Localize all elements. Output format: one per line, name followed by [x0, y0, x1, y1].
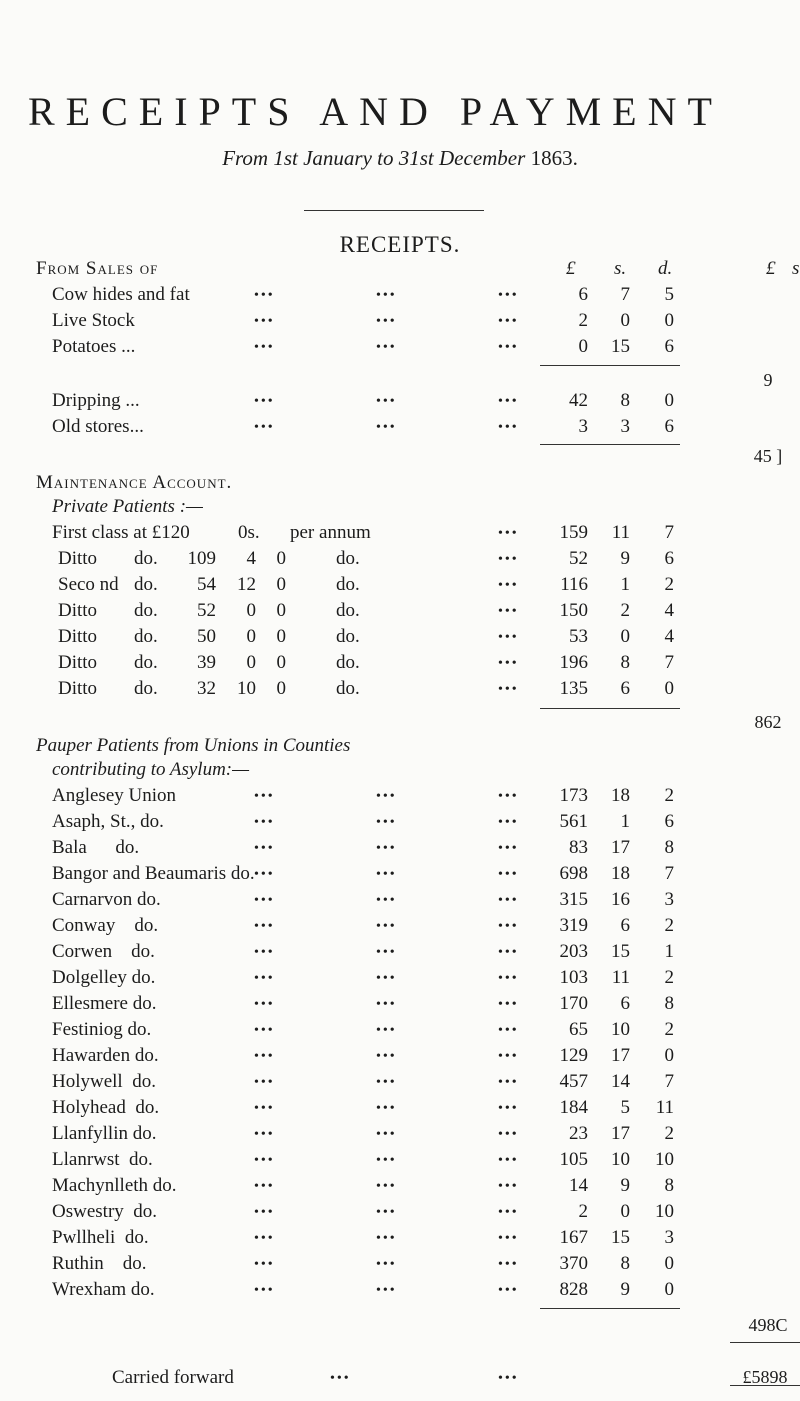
- carried-forward-dots: •••: [330, 1371, 351, 1386]
- leader-dots: •••: [498, 314, 519, 329]
- leader-dots: •••: [376, 815, 397, 830]
- sales-item-shillings: 15: [611, 336, 630, 357]
- union-pounds: 561: [559, 811, 588, 832]
- leader-dots: •••: [498, 1179, 519, 1194]
- sales-item-pounds: 6: [578, 284, 588, 305]
- union-label: Oswestry do.: [52, 1201, 158, 1222]
- union-label: Pwllheli do.: [52, 1227, 149, 1248]
- leader-dots: •••: [254, 288, 275, 303]
- leader-dots: •••: [376, 867, 397, 882]
- sum-rule: [540, 708, 680, 709]
- sales-item-pence: 5: [664, 284, 674, 305]
- private-class-pence: 4: [664, 626, 674, 647]
- private-class-shillings: 11: [611, 522, 630, 543]
- private-class-label: Ditto: [58, 626, 98, 647]
- leader-dots: •••: [254, 1257, 275, 1272]
- union-pounds: 184: [559, 1097, 588, 1118]
- private-class-label: Ditto: [58, 600, 98, 621]
- sales-subtotal-2: 45 ]: [753, 446, 783, 466]
- sales-item-pence: 6: [664, 336, 674, 357]
- union-label: Wrexham do.: [52, 1279, 155, 1300]
- union-pence: 0: [664, 1279, 674, 1300]
- union-shillings: 15: [611, 1227, 630, 1248]
- union-label: Festiniog do.: [52, 1019, 152, 1040]
- leader-dots: •••: [498, 971, 519, 986]
- leader-dots: •••: [376, 841, 397, 856]
- union-shillings: 10: [611, 1019, 630, 1040]
- leader-dots: •••: [498, 630, 519, 645]
- leader-dots: •••: [376, 893, 397, 908]
- col-total-cut-header: s: [792, 258, 800, 279]
- union-shillings: 9: [620, 1175, 630, 1196]
- private-class-do: do.: [134, 626, 158, 647]
- leader-dots: •••: [498, 578, 519, 593]
- leader-dots: •••: [254, 420, 275, 435]
- leader-dots: •••: [498, 604, 519, 619]
- leader-dots: •••: [254, 1127, 275, 1142]
- leader-dots: •••: [376, 789, 397, 804]
- leader-dots: •••: [376, 340, 397, 355]
- union-pounds: 14: [569, 1175, 588, 1196]
- union-pence: 8: [664, 1175, 674, 1196]
- union-label: Llanrwst do.: [52, 1149, 153, 1170]
- private-class-amount: 39: [197, 652, 216, 673]
- union-pounds: 167: [559, 1227, 588, 1248]
- sum-rule: [730, 1342, 800, 1343]
- leader-dots: •••: [376, 394, 397, 409]
- union-pence: 1: [664, 941, 674, 962]
- union-pounds: 315: [559, 889, 588, 910]
- sales-item-pounds: 3: [578, 416, 588, 437]
- leader-dots: •••: [498, 789, 519, 804]
- union-label: Asaph, St., do.: [52, 811, 164, 832]
- leader-dots: •••: [254, 1023, 275, 1038]
- leader-dots: •••: [376, 919, 397, 934]
- union-pounds: 170: [559, 993, 588, 1014]
- union-pounds: 105: [559, 1149, 588, 1170]
- union-pence: 11: [655, 1097, 674, 1118]
- leader-dots: •••: [498, 420, 519, 435]
- union-label: Bala do.: [52, 837, 140, 858]
- leader-dots: •••: [376, 1023, 397, 1038]
- leader-dots: •••: [376, 1231, 397, 1246]
- union-pence: 2: [664, 1019, 674, 1040]
- leader-dots: •••: [376, 1257, 397, 1272]
- leader-dots: •••: [376, 1127, 397, 1142]
- private-class-label: Ditto: [58, 548, 98, 569]
- leader-dots: •••: [254, 997, 275, 1012]
- private-class-pence: 0: [276, 626, 286, 647]
- col-pounds-header: £: [566, 258, 576, 279]
- leader-dots: •••: [498, 815, 519, 830]
- leader-dots: •••: [376, 420, 397, 435]
- leader-dots: •••: [498, 1075, 519, 1090]
- col-pence-header: d.: [658, 258, 673, 279]
- leader-dots: •••: [498, 1231, 519, 1246]
- union-shillings: 17: [611, 837, 630, 858]
- sales-item-label: Potatoes ...: [52, 336, 136, 357]
- pauper-heading: Pauper Patients from Unions in Counties: [36, 735, 351, 756]
- private-class-pounds: 52: [569, 548, 588, 569]
- sales-item-shillings: 7: [620, 284, 630, 305]
- private-class-shillings: 12: [237, 574, 256, 595]
- leader-dots: •••: [254, 789, 275, 804]
- private-class-per: do.: [336, 678, 360, 699]
- private-class-do: do.: [134, 678, 158, 699]
- private-patients-subheading: Private Patients :—: [52, 496, 203, 517]
- union-label: Conway do.: [52, 915, 159, 936]
- private-class-pounds: 159: [559, 522, 588, 543]
- carried-forward-dots: •••: [498, 1371, 519, 1386]
- private-class-shillings: 4: [246, 548, 256, 569]
- sales-item-shillings: 8: [620, 390, 630, 411]
- leader-dots: •••: [498, 340, 519, 355]
- union-label: Carnarvon do.: [52, 889, 161, 910]
- leader-dots: •••: [254, 945, 275, 960]
- leader-dots: •••: [376, 314, 397, 329]
- leader-dots: •••: [254, 1049, 275, 1064]
- leader-dots: •••: [376, 1049, 397, 1064]
- leader-dots: •••: [498, 656, 519, 671]
- union-shillings: 18: [611, 863, 630, 884]
- sales-item-pounds: 42: [569, 390, 588, 411]
- sales-item-label: Old stores...: [52, 416, 144, 437]
- private-class-pence: 0: [276, 574, 286, 595]
- private-class-do: do.: [134, 652, 158, 673]
- union-pounds: 698: [559, 863, 588, 884]
- private-class-period: per annum: [290, 522, 371, 543]
- leader-dots: •••: [498, 288, 519, 303]
- leader-dots: •••: [498, 552, 519, 567]
- private-class-do: do.: [134, 600, 158, 621]
- union-pence: 2: [664, 1123, 674, 1144]
- union-label: Holywell do.: [52, 1071, 156, 1092]
- union-shillings: 10: [611, 1149, 630, 1170]
- leader-dots: •••: [498, 945, 519, 960]
- private-class-pounds: 53: [569, 626, 588, 647]
- private-class-do: do.: [134, 548, 158, 569]
- sales-item-pence: 0: [664, 390, 674, 411]
- union-label: Hawarden do.: [52, 1045, 159, 1066]
- union-pounds: 23: [569, 1123, 588, 1144]
- private-class-label: Seco nd: [58, 574, 119, 595]
- private-class-pounds: 150: [559, 600, 588, 621]
- leader-dots: •••: [376, 1153, 397, 1168]
- union-shillings: 14: [611, 1071, 630, 1092]
- union-pence: 2: [664, 785, 674, 806]
- leader-dots: •••: [376, 945, 397, 960]
- private-class-pence: 0: [276, 652, 286, 673]
- col-total-pounds-header: £: [766, 258, 776, 279]
- private-class-amount: 50: [197, 626, 216, 647]
- union-pounds: 129: [559, 1045, 588, 1066]
- union-label: Ruthin do.: [52, 1253, 147, 1274]
- leader-dots: •••: [498, 1205, 519, 1220]
- leader-dots: •••: [254, 815, 275, 830]
- sales-item-label: Live Stock: [52, 310, 135, 331]
- private-class-pence: 7: [664, 652, 674, 673]
- leader-dots: •••: [498, 1153, 519, 1168]
- sum-rule: [540, 365, 680, 366]
- carried-forward-label: Carried forward: [112, 1367, 234, 1388]
- union-pence: 6: [664, 811, 674, 832]
- leader-dots: •••: [498, 867, 519, 882]
- leader-dots: •••: [498, 394, 519, 409]
- union-pence: 0: [664, 1045, 674, 1066]
- private-class-pence: 6: [664, 548, 674, 569]
- private-class-shillings: 0: [620, 626, 630, 647]
- union-label: Machynlleth do.: [52, 1175, 177, 1196]
- private-class-shillings: 10: [237, 678, 256, 699]
- sales-item-pence: 6: [664, 416, 674, 437]
- union-pence: 8: [664, 993, 674, 1014]
- leader-dots: •••: [254, 1075, 275, 1090]
- leader-dots: •••: [376, 971, 397, 986]
- union-shillings: 17: [611, 1123, 630, 1144]
- union-shillings: 18: [611, 785, 630, 806]
- union-label: Corwen do.: [52, 941, 155, 962]
- private-class-shillings: 6: [620, 678, 630, 699]
- private-class-pounds: 196: [559, 652, 588, 673]
- union-label: Llanfyllin do.: [52, 1123, 157, 1144]
- leader-dots: •••: [254, 340, 275, 355]
- col-shillings-header: s.: [614, 258, 627, 279]
- leader-dots: •••: [498, 1049, 519, 1064]
- leader-dots: •••: [498, 1101, 519, 1116]
- leader-dots: •••: [498, 682, 519, 697]
- union-pounds: 828: [559, 1279, 588, 1300]
- leader-dots: •••: [254, 1179, 275, 1194]
- private-class-pence: 0: [664, 678, 674, 699]
- leader-dots: •••: [376, 1283, 397, 1298]
- leader-dots: •••: [254, 1205, 275, 1220]
- private-class-shillings: 0: [246, 626, 256, 647]
- private-class-shillings: 8: [620, 652, 630, 673]
- private-class-shillings: 9: [620, 548, 630, 569]
- leader-dots: •••: [498, 1023, 519, 1038]
- union-pence: 2: [664, 915, 674, 936]
- private-class-per: do.: [336, 548, 360, 569]
- leader-dots: •••: [254, 394, 275, 409]
- union-shillings: 6: [620, 993, 630, 1014]
- union-shillings: 1: [620, 811, 630, 832]
- private-class-pounds: 135: [559, 678, 588, 699]
- leader-dots: •••: [254, 1231, 275, 1246]
- union-pounds: 65: [569, 1019, 588, 1040]
- sales-item-label: Cow hides and fat: [52, 284, 190, 305]
- sales-item-shillings: 0: [620, 310, 630, 331]
- union-pence: 3: [664, 889, 674, 910]
- leader-dots: •••: [376, 288, 397, 303]
- private-class-shillings: 1: [620, 574, 630, 595]
- union-pence: 2: [664, 967, 674, 988]
- heading-rule: [304, 210, 484, 211]
- sum-rule: [540, 1308, 680, 1309]
- leader-dots: •••: [498, 526, 519, 541]
- union-shillings: 15: [611, 941, 630, 962]
- leader-dots: •••: [498, 841, 519, 856]
- private-class-pounds: 116: [560, 574, 588, 595]
- private-class-label: Ditto: [58, 652, 98, 673]
- union-pence: 0: [664, 1253, 674, 1274]
- leader-dots: •••: [254, 1283, 275, 1298]
- leader-dots: •••: [254, 867, 275, 882]
- maintenance-subtotal: 862: [754, 712, 782, 732]
- leader-dots: •••: [254, 893, 275, 908]
- private-class-amount: 54: [197, 574, 216, 595]
- sales-item-pounds: 0: [578, 336, 588, 357]
- private-class-pence: 4: [664, 600, 674, 621]
- leader-dots: •••: [254, 841, 275, 856]
- union-shillings: 0: [620, 1201, 630, 1222]
- union-shillings: 11: [611, 967, 630, 988]
- private-class-amount: 32: [197, 678, 216, 699]
- union-label: Ellesmere do.: [52, 993, 157, 1014]
- union-pounds: 319: [559, 915, 588, 936]
- sales-item-pounds: 2: [578, 310, 588, 331]
- leader-dots: •••: [254, 971, 275, 986]
- union-pence: 10: [655, 1149, 674, 1170]
- leader-dots: •••: [254, 1153, 275, 1168]
- sales-item-label: Dripping ...: [52, 390, 140, 411]
- leader-dots: •••: [498, 919, 519, 934]
- private-class-per: do.: [336, 600, 360, 621]
- union-pounds: 457: [559, 1071, 588, 1092]
- union-label: Holyhead do.: [52, 1097, 160, 1118]
- union-pence: 8: [664, 837, 674, 858]
- leader-dots: •••: [498, 1257, 519, 1272]
- union-pence: 3: [664, 1227, 674, 1248]
- leader-dots: •••: [376, 1205, 397, 1220]
- union-label: Dolgelley do.: [52, 967, 156, 988]
- receipts-heading: RECEIPTS.: [339, 232, 461, 257]
- private-class-pence: 0: [276, 548, 286, 569]
- union-shillings: 16: [611, 889, 630, 910]
- carried-forward-total: £5898: [742, 1367, 788, 1387]
- leader-dots: •••: [254, 1101, 275, 1116]
- union-shillings: 8: [620, 1253, 630, 1274]
- private-class-shillings: 2: [620, 600, 630, 621]
- union-pounds: 2: [578, 1201, 588, 1222]
- private-class-amount: 109: [187, 548, 216, 569]
- leader-dots: •••: [498, 1283, 519, 1298]
- sales-item-shillings: 3: [620, 416, 630, 437]
- pauper-subtotal: 498C: [748, 1315, 788, 1335]
- union-shillings: 17: [611, 1045, 630, 1066]
- private-class-label: First class at £120: [52, 522, 190, 543]
- leader-dots: •••: [254, 919, 275, 934]
- private-class-shillings: 0: [246, 652, 256, 673]
- union-pounds: 370: [559, 1253, 588, 1274]
- union-pence: 7: [664, 863, 674, 884]
- private-class-shillings: 0: [246, 600, 256, 621]
- union-pence: 7: [664, 1071, 674, 1092]
- union-shillings: 5: [620, 1097, 630, 1118]
- private-class-label: Ditto: [58, 678, 98, 699]
- private-class-per: do.: [336, 626, 360, 647]
- sales-item-pence: 0: [664, 310, 674, 331]
- sales-subtotal: 9: [763, 370, 773, 390]
- private-class-pence: 0: [276, 600, 286, 621]
- page-title: RECEIPTS AND PAYMENT: [28, 89, 723, 134]
- union-pounds: 203: [559, 941, 588, 962]
- union-shillings: 6: [620, 915, 630, 936]
- private-class-per: do.: [336, 574, 360, 595]
- union-pounds: 103: [559, 967, 588, 988]
- union-label: Bangor and Beaumaris do.: [52, 863, 255, 884]
- leader-dots: •••: [498, 997, 519, 1012]
- leader-dots: •••: [376, 1101, 397, 1116]
- sum-rule: [540, 444, 680, 445]
- leader-dots: •••: [498, 893, 519, 908]
- union-pence: 10: [655, 1201, 674, 1222]
- private-class-pence: 7: [664, 522, 674, 543]
- leader-dots: •••: [376, 997, 397, 1012]
- leader-dots: •••: [376, 1075, 397, 1090]
- union-pounds: 83: [569, 837, 588, 858]
- private-class-pence: 0: [276, 678, 286, 699]
- union-label: Anglesey Union: [52, 785, 177, 806]
- private-class-pence: 2: [664, 574, 674, 595]
- union-pounds: 173: [559, 785, 588, 806]
- private-class-do: do.: [134, 574, 158, 595]
- private-class-amount: 52: [197, 600, 216, 621]
- maintenance-heading: Maintenance Account.: [36, 472, 233, 493]
- union-shillings: 9: [620, 1279, 630, 1300]
- date-range-subtitle: From 1st January to 31st December 1863.: [222, 146, 578, 170]
- leader-dots: •••: [498, 1127, 519, 1142]
- leader-dots: •••: [254, 314, 275, 329]
- leader-dots: •••: [376, 1179, 397, 1194]
- pauper-subheading: contributing to Asylum:—: [52, 759, 250, 780]
- private-class-rate: 0s.: [238, 522, 260, 543]
- private-class-per: do.: [336, 652, 360, 673]
- sales-heading: From Sales of: [36, 258, 159, 279]
